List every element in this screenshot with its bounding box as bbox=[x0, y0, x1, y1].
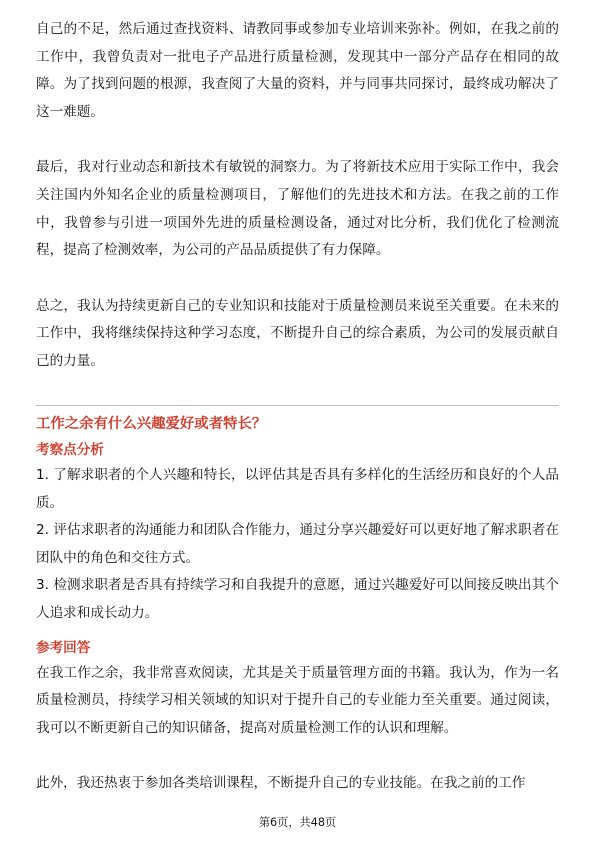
paragraph-conclusion: 总之，我认为持续更新自己的专业知识和技能对于质量检测员来说至关重要。在未来的工作中，我将继续保持这种学习态度，不断提升自己的综合素质，为公司的发展贡献自己的力量。 bbox=[36, 297, 559, 369]
analysis-heading: 考察点分析 bbox=[36, 442, 104, 458]
section-divider bbox=[36, 405, 559, 406]
paragraph-learning-example: 自己的不足，然后通过查找资料、请教同事或参加专业培训来弥补。例如，在我之前的工作中，我曾负责对一批电子产品进行质量检测，发现其中一部分产品存在相同的故障。为了找到问题的根源，我查阅了大量的资料，并与同事共同探讨，最终成功解决了这一难题。 bbox=[36, 21, 559, 120]
page-number: 第6页，共48页 bbox=[258, 816, 337, 829]
question-section bbox=[36, 412, 559, 798]
top-body bbox=[36, 16, 559, 376]
paragraph-gap bbox=[36, 126, 559, 154]
paragraph-industry-insight: 最后，我对行业动态和新技术有敏锐的洞察力。为了将新技术应用于实际工作中，我会关注国内外知名企业的质量检测项目，了解他们的先进技术和方法。在我之前的工作中，我曾参与引进一项国外先进的质量检测设备，通过对比分析，我们优化了检测流程，提高了检测效率，为公司的产品品质提供了有力保障。 bbox=[36, 159, 559, 259]
paragraph-gap bbox=[36, 742, 559, 770]
answer-heading: 参考回答 bbox=[36, 639, 91, 656]
analysis-item-3: 3. 检测求职者是否具有持续学习和自我提升的意愿，通过兴趣爱好可以间接反映出其个人追求和成长动力。 bbox=[36, 577, 559, 621]
paragraph-gap bbox=[36, 265, 559, 293]
analysis-item-1: 1. 了解求职者的个人兴趣和特长，以评估其是否具有多样化的生活经历和良好的个人品质。 bbox=[36, 467, 559, 511]
analysis-item-2: 2. 评估求职者的沟通能力和团队合作能力，通过分享兴趣爱好可以更好地了解求职者在团队中的角色和交往方式。 bbox=[36, 522, 559, 566]
answer-paragraph-reading: 在我工作之余，我非常喜欢阅读，尤其是关于质量管理方面的书籍。我认为，作为一名质量检测员，持续学习相关领域的知识对于提升自己的专业能力至关重要。通过阅读，我可以不断更新自己的知识储备，提高对质量检测工作的认识和理解。 bbox=[36, 664, 559, 736]
answer-paragraph-training: 此外，我还热衷于参加各类培训课程，不断提升自己的专业技能。在我之前的工作 bbox=[36, 775, 526, 792]
question-title: 工作之余有什么兴趣爱好或者特长？ bbox=[36, 416, 267, 432]
